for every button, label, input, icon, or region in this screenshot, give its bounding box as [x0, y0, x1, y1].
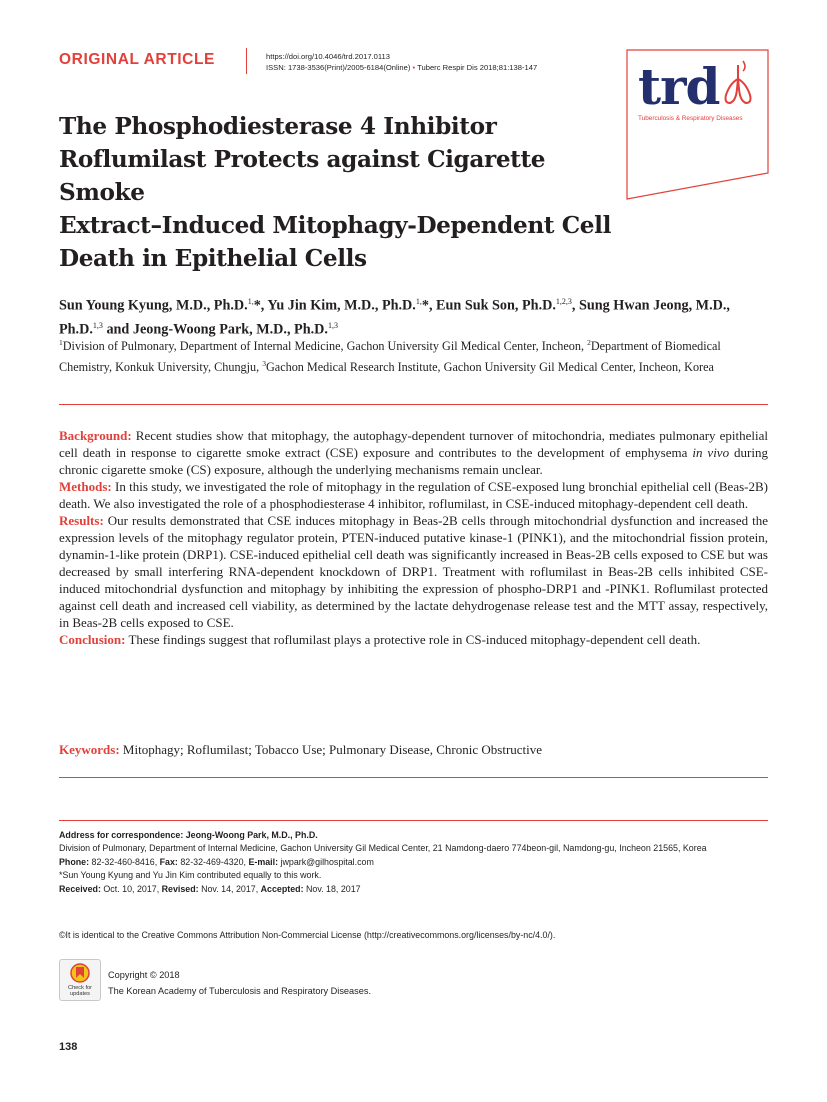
- header-divider: [246, 48, 247, 74]
- issn-citation: [266, 62, 537, 73]
- fax: 82-32-469-4320,: [177, 856, 249, 867]
- title-line-2: Roflumilast Protects against Cigarette Smoke: [59, 146, 546, 206]
- copyright-line-2: The Korean Academy of Tuberculosis and Respiratory Diseases.: [108, 985, 371, 996]
- author-5-affil: 1,3: [327, 320, 338, 330]
- keywords: [59, 741, 768, 758]
- abstract: [59, 427, 768, 648]
- affil-1: Division of Pulmonary, Department of Internal Medicine, Gachon University Gil Medical Center, Incheon,: [62, 339, 588, 354]
- received-date: Oct. 10, 2017,: [100, 883, 162, 894]
- keywords-label: Keywords:: [59, 742, 120, 757]
- author-5: Jeong-Woong Park, M.D., Ph.D.: [132, 321, 328, 338]
- copyright-line-1: Copyright © 2018: [108, 970, 180, 980]
- methods-label: Methods:: [59, 479, 112, 494]
- received-label: Received:: [59, 883, 101, 894]
- conclusion-label: Conclusion:: [59, 632, 126, 647]
- corr-heading: Address for correspondence: Jeong-Woong Park, M.D., Ph.D.: [59, 830, 318, 840]
- issn: ISSN: 1738-3536(Print)/2005-6184(Online): [266, 63, 411, 72]
- author-list: [59, 292, 771, 339]
- author-2-equal: *: [421, 297, 429, 314]
- check-for-updates-badge[interactable]: [59, 959, 101, 1001]
- author-3: Eun Suk Son, Ph.D.: [436, 297, 556, 314]
- background-label: Background:: [59, 428, 132, 443]
- abstract-results: [59, 512, 768, 631]
- affiliations: [59, 334, 771, 376]
- affil-mark-1: 1: [59, 338, 63, 347]
- keywords-text: Mitophagy; Roflumilast; Tobacco Use; Pulmonary Disease, Chronic Obstructive: [119, 742, 543, 757]
- conclusion-text: These findings suggest that roflumilast plays a protective role in CS-induced mitophagy-dependent cell death.: [125, 632, 701, 647]
- author-2-affil: 1,: [415, 297, 422, 306]
- logo-text: trd: [638, 57, 720, 116]
- copyright: [108, 968, 371, 999]
- abstract-conclusion: [59, 631, 768, 648]
- results-text: Our results demonstrated that CSE induces mitophagy in Beas-2B cells through mitochondrial dysfunction and increased the expression levels of the mitophagy regulator protein, PTEN-induced putative kinase-1 (PINK1), and the mitochondrial fission protein, dynamin-1-like protein (DRP1). CSE-induced epithelial cell death was significantly increased in Beas-2B cells exposed to CSE but was decreased by small interfering RNA-dependent knockdown of DRP1. Treatment with roflumilast in Beas-2B cells inhibited CSE-induced mitochondrial dysfunction and mitophagy by inhibiting the expression of phospho-DRP1 and -PINK1. Roflumilast protected against cell death and increased cell viability, as determined by the lactate dehydrogenase release test and the MTT assay, respectively, in Beas-2B cells exposed to CSE.: [59, 513, 768, 630]
- lungs-icon: [726, 61, 751, 103]
- accepted-date: Nov. 18, 2017: [303, 883, 361, 894]
- separator: ,: [571, 297, 579, 314]
- footer-rule: [59, 820, 768, 821]
- phone: 82-32-460-8416,: [89, 856, 160, 867]
- article-type: ORIGINAL ARTICLE: [59, 51, 215, 68]
- results-label: Results:: [59, 513, 104, 528]
- affil-mark-2: 2: [587, 338, 591, 347]
- header-meta: [266, 51, 537, 73]
- corr-address: Division of Pulmonary, Department of Internal Medicine, Gachon University Gil Medical Center, 21 Namdong-daero 774beon-gil, Namdong-gu, Incheon 21565, Korea: [59, 843, 707, 854]
- accepted-label: Accepted:: [260, 883, 304, 894]
- dates: [59, 883, 768, 896]
- abstract-methods: [59, 478, 768, 512]
- journal-logo: [626, 49, 769, 200]
- affil-mark-3: 3: [262, 359, 266, 369]
- revised-date: Nov. 14, 2017,: [198, 883, 261, 894]
- author-2: Yu Jin Kim, M.D., Ph.D.: [267, 297, 416, 314]
- affil-3: Gachon Medical Research Institute, Gachon University Gil Medical Center, Incheon, Korea: [265, 360, 714, 375]
- methods-text: In this study, we investigated the role of mitophagy in the regulation of CSE-exposed lung bronchial epithelial cell (Beas-2B) death. We also investigated the role of a phosphodiesterase 4 inhibitor, roflumilast, in CSE-induced mitophagy-dependent cell death.: [59, 479, 768, 511]
- abstract-background: [59, 427, 768, 478]
- author-3-affil: 1,2,3: [555, 297, 572, 306]
- equal-contribution: *Sun Young Kyung and Yu Jin Kim contributed equally to this work.: [59, 870, 322, 881]
- doi-link[interactable]: https://doi.org/10.4046/trd.2017.0113: [266, 52, 390, 61]
- bookmark-icon: [70, 963, 90, 983]
- author-1: Sun Young Kyung, M.D., Ph.D.: [59, 297, 248, 314]
- fax-label: Fax:: [159, 856, 178, 867]
- abstract-top-rule: [59, 404, 768, 405]
- logo-subtitle: Tuberculosis & Respiratory Diseases: [638, 115, 743, 122]
- email-link[interactable]: jwpark@gilhospital.com: [278, 856, 374, 867]
- title-line-1: The Phosphodiesterase 4 Inhibitor: [59, 113, 497, 140]
- title-line-3: Extract–Induced Mitophagy-Dependent Cell: [59, 212, 611, 239]
- author-1-equal: *: [253, 297, 261, 314]
- separator: and: [102, 321, 133, 338]
- correspondence: [59, 829, 768, 896]
- bullet: •: [412, 63, 416, 72]
- page-number: 138: [59, 1041, 78, 1053]
- revised-label: Revised:: [161, 883, 199, 894]
- author-4-affil: 1,3: [92, 320, 103, 330]
- email-label: E-mail:: [248, 856, 279, 867]
- separator: ,: [260, 297, 268, 314]
- license-text: ©It is identical to the Creative Commons Attribution Non-Commercial License (http://creativecommons.org/licenses/by-nc/4.0/).: [59, 930, 556, 940]
- author-1-affil: 1,: [247, 297, 254, 306]
- background-text: Recent studies show that mitophagy, the autophagy-dependent turnover of mitochondria, mediates pulmonary epithelial cell death in response to cigarette smoke extract (CSE) exposure and contributes to the development of emphysema: [59, 428, 768, 460]
- title-line-4: Death in Epithelial Cells: [59, 245, 367, 272]
- affil-2: Department of Biomedical Chemistry, Konkuk University, Chungju,: [59, 339, 721, 375]
- separator: ,: [428, 297, 437, 314]
- phone-label: Phone:: [59, 856, 90, 867]
- citation: Tuberc Respir Dis 2018;81:138-147: [417, 63, 538, 72]
- badge-line-1: Check for: [68, 985, 92, 991]
- background-text-end: during chronic cigarette smoke (CS) exposure, although the underlying mechanisms remain unclear.: [59, 445, 768, 477]
- corr-contact: [59, 856, 768, 869]
- article-title: [59, 110, 629, 275]
- background-italic: in vivo: [692, 445, 730, 460]
- author-4: Sung Hwan Jeong, M.D., Ph.D.: [59, 297, 730, 338]
- badge-line-2: updates: [70, 991, 90, 997]
- badge-text: [60, 985, 100, 997]
- abstract-bottom-rule: [59, 777, 768, 778]
